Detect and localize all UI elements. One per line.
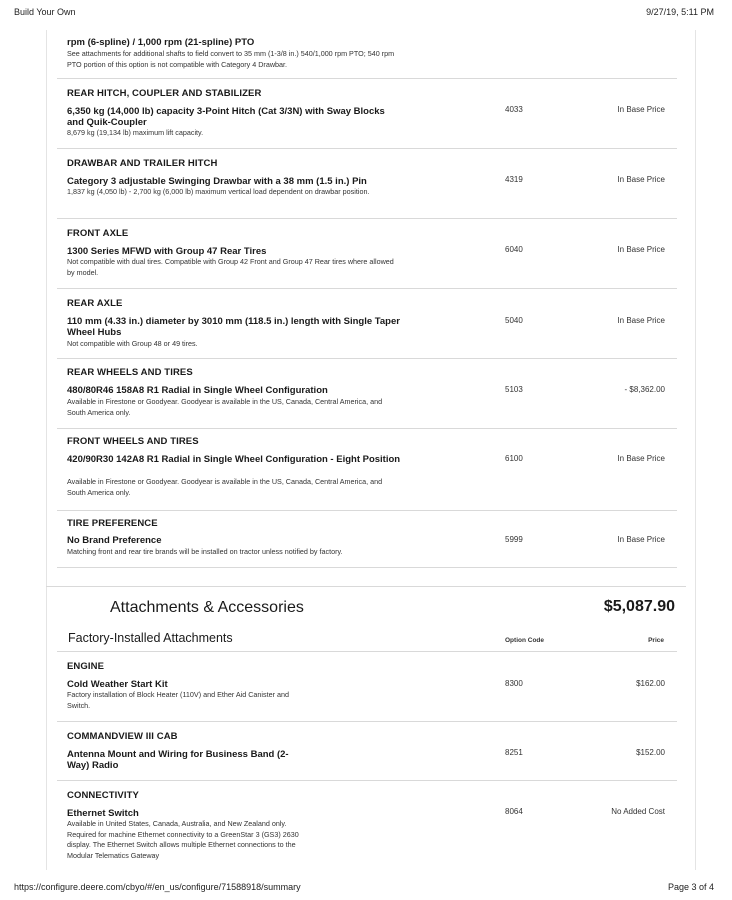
option-row bbox=[57, 30, 677, 79]
attachment-category: ENGINE bbox=[67, 661, 105, 672]
option-title: 420/90R30 142A8 R1 Radial in Single Wheel Configuration - Eight Position bbox=[67, 454, 401, 465]
option-code: 4033 bbox=[505, 105, 523, 114]
option-description: Not compatible with dual tires. Compatible with Group 42 Front and Group 47 Rear tires where allowed by model. bbox=[67, 257, 394, 277]
attachment-title: Ethernet Switch bbox=[67, 808, 139, 819]
option-code: 5999 bbox=[505, 535, 523, 544]
option-row bbox=[57, 429, 677, 511]
option-code: 6100 bbox=[505, 454, 523, 463]
attachment-description: Factory installation of Block Heater (110V) and Ether Aid Canister and Switch. bbox=[67, 690, 289, 710]
attachment-code: 8251 bbox=[505, 748, 523, 757]
attachment-price: $152.00 bbox=[636, 748, 665, 757]
attachment-title: Cold Weather Start Kit bbox=[67, 679, 168, 690]
option-price: In Base Price bbox=[617, 105, 665, 114]
option-price: In Base Price bbox=[617, 175, 665, 184]
attachments-section bbox=[57, 651, 677, 860]
option-row bbox=[57, 289, 677, 359]
factory-installed-heading: Factory-Installed Attachments bbox=[68, 631, 233, 645]
attachment-description: Available in United States, Canada, Australia, and New Zealand only. Required for machine Ethernet connectivity to a GreenStar 3 (GS3) 2630 display. The Ethernet Switch allows multiple Ethernet connections to the Modular Telematics Gateway bbox=[67, 819, 299, 860]
column-header-price: Price bbox=[648, 637, 664, 644]
option-row bbox=[57, 219, 677, 289]
attachment-code: 8064 bbox=[505, 807, 523, 816]
print-header bbox=[0, 0, 732, 24]
attachments-title: Attachments & Accessories bbox=[110, 599, 304, 616]
attachment-price: $162.00 bbox=[636, 679, 665, 688]
column-header-option-code: Option Code bbox=[505, 637, 544, 644]
option-row bbox=[57, 79, 677, 149]
section-divider bbox=[46, 586, 686, 587]
option-title: 6,350 kg (14,000 lb) capacity 3-Point Hitch (Cat 3/3N) with Sway Blocks and Quik-Coupler bbox=[67, 106, 385, 128]
print-footer bbox=[0, 878, 732, 900]
attachment-category: COMMANDVIEW III CAB bbox=[67, 731, 178, 742]
option-description: See attachments for additional shafts to field convert to 35 mm (1-3/8 in.) 540/1,000 rpm PTO; 540 rpm PTO portion of this option is not compatible with Category 4 Drawbar. bbox=[67, 49, 395, 69]
option-code: 5103 bbox=[505, 385, 523, 394]
option-category: FRONT AXLE bbox=[67, 228, 129, 239]
option-description: Available in Firestone or Goodyear. Goodyear is available in the US, Canada, Central America, and South America only. bbox=[67, 477, 383, 497]
option-price: In Base Price bbox=[617, 316, 665, 325]
option-price: In Base Price bbox=[617, 454, 665, 463]
option-price: In Base Price bbox=[617, 245, 665, 254]
attachment-row bbox=[57, 781, 677, 873]
option-code: 4319 bbox=[505, 175, 523, 184]
option-category: FRONT WHEELS AND TIRES bbox=[67, 436, 199, 447]
attachment-row bbox=[57, 652, 677, 722]
option-price: - $8,362.00 bbox=[624, 385, 665, 394]
option-row bbox=[57, 511, 677, 568]
attachment-price: No Added Cost bbox=[611, 807, 665, 816]
attachment-row bbox=[57, 722, 677, 781]
option-title: 480/80R46 158A8 R1 Radial in Single Wheel Configuration bbox=[67, 385, 328, 396]
print-footer-page: Page 3 of 4 bbox=[667, 882, 714, 892]
option-price: In Base Price bbox=[617, 535, 665, 544]
option-category: DRAWBAR AND TRAILER HITCH bbox=[67, 158, 218, 169]
option-title: rpm (6-spline) / 1,000 rpm (21-spline) PTO bbox=[67, 37, 255, 48]
option-row bbox=[57, 359, 677, 429]
option-category: REAR WHEELS AND TIRES bbox=[67, 367, 193, 378]
print-header-title: Build Your Own bbox=[14, 7, 76, 17]
option-description: Matching front and rear tire brands will be installed on tractor unless notified by factory. bbox=[67, 547, 343, 556]
option-description: Available in Firestone or Goodyear. Goodyear is available in the US, Canada, Central America, and South America only. bbox=[67, 397, 383, 417]
print-footer-url[interactable]: https://configure.deere.com/cbyo/#/en_us/configure/71588918/summary bbox=[14, 882, 301, 892]
attachment-code: 8300 bbox=[505, 679, 523, 688]
option-row bbox=[57, 149, 677, 219]
attachment-title: Antenna Mount and Wiring for Business Band (2-Way) Radio bbox=[67, 749, 289, 771]
option-category: REAR AXLE bbox=[67, 298, 123, 309]
option-title: 110 mm (4.33 in.) diameter by 3010 mm (118.5 in.) length with Single Taper Wheel Hubs bbox=[67, 316, 400, 338]
option-description: Not compatible with Group 48 or 49 tires. bbox=[67, 339, 198, 348]
option-category: TIRE PREFERENCE bbox=[67, 518, 158, 529]
option-description: 8,679 kg (19,134 lb) maximum lift capacity. bbox=[67, 128, 204, 137]
option-code: 6040 bbox=[505, 245, 523, 254]
attachments-total: $5,087.90 bbox=[603, 598, 675, 615]
option-category: REAR HITCH, COUPLER AND STABILIZER bbox=[67, 88, 262, 99]
option-title: Category 3 adjustable Swinging Drawbar with a 38 mm (1.5 in.) Pin bbox=[67, 176, 367, 187]
print-header-datetime: 9/27/19, 5:11 PM bbox=[646, 7, 714, 17]
option-code: 5040 bbox=[505, 316, 523, 325]
option-title: No Brand Preference bbox=[67, 535, 162, 546]
attachment-category: CONNECTIVITY bbox=[67, 790, 139, 801]
option-title: 1300 Series MFWD with Group 47 Rear Tires bbox=[67, 246, 267, 257]
option-description: 1,837 kg (4,050 lb) - 2,700 kg (6,000 lb) maximum vertical load dependent on drawbar position. bbox=[67, 187, 370, 196]
